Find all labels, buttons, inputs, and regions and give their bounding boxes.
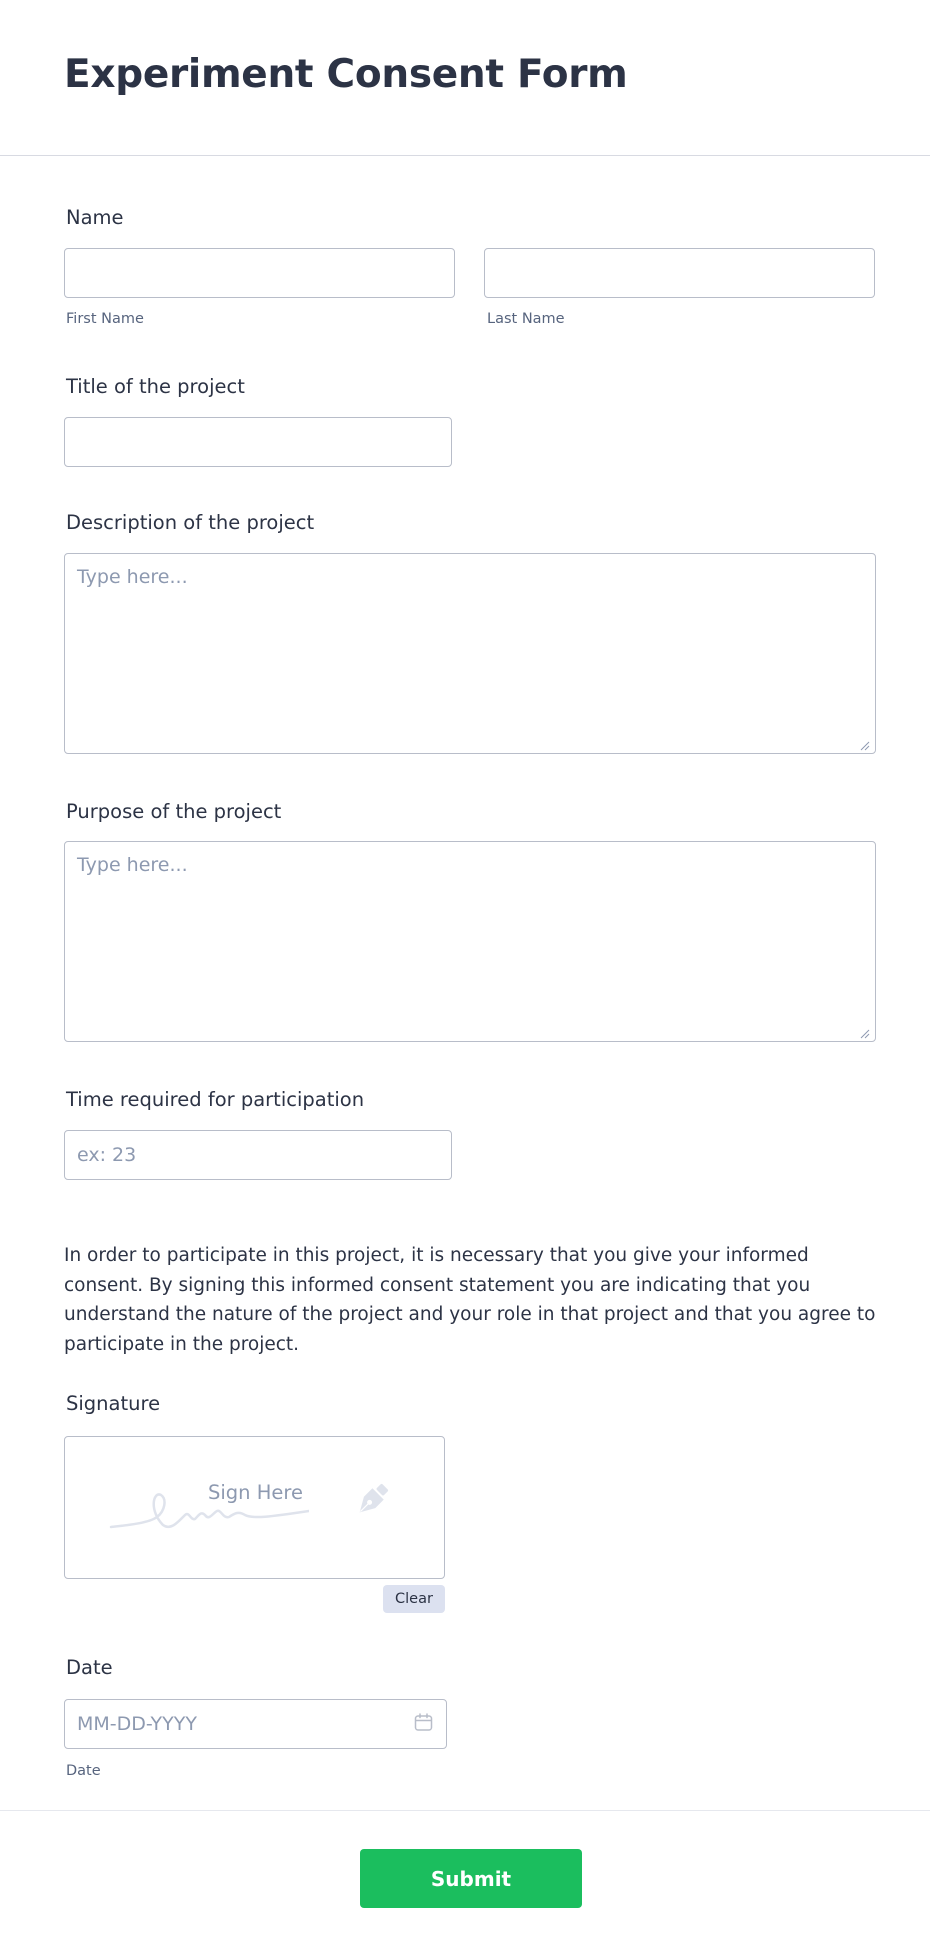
date-label: Date — [66, 1656, 113, 1679]
date-sublabel: Date — [66, 1763, 101, 1779]
clear-signature-button[interactable]: Clear — [383, 1585, 445, 1613]
first-name-sublabel: First Name — [66, 311, 144, 327]
purpose-textarea[interactable] — [64, 841, 876, 1042]
name-label: Name — [66, 206, 124, 229]
page-title: Experiment Consent Form — [64, 52, 628, 97]
resize-grip-icon[interactable] — [860, 741, 870, 751]
description-label: Description of the project — [66, 511, 315, 534]
time-required-input[interactable] — [64, 1130, 452, 1180]
signature-label: Signature — [66, 1392, 161, 1415]
submit-button[interactable]: Submit — [360, 1849, 582, 1908]
resize-grip-icon[interactable] — [860, 1029, 870, 1039]
time-required-label: Time required for participation — [66, 1088, 365, 1111]
signature-placeholder: Sign Here — [208, 1481, 303, 1504]
description-textarea[interactable] — [64, 553, 876, 754]
consent-statement: In order to participate in this project, it is necessary that you give your informed consent. By signing this informed consent statement you are indicating that you understand the nature of the project and your role in that project and that you agree to participate in the project. — [64, 1245, 876, 1355]
pen-icon — [349, 1479, 393, 1523]
first-name-input[interactable] — [64, 248, 455, 298]
project-title-input[interactable] — [64, 417, 452, 467]
calendar-icon[interactable] — [414, 1713, 433, 1732]
last-name-sublabel: Last Name — [487, 311, 565, 327]
last-name-input[interactable] — [484, 248, 875, 298]
date-input[interactable] — [64, 1699, 447, 1749]
project-title-label: Title of the project — [66, 375, 245, 398]
signature-pad[interactable] — [64, 1436, 445, 1579]
purpose-label: Purpose of the project — [66, 800, 282, 823]
footer-divider — [0, 1810, 930, 1811]
form-header — [0, 0, 930, 156]
